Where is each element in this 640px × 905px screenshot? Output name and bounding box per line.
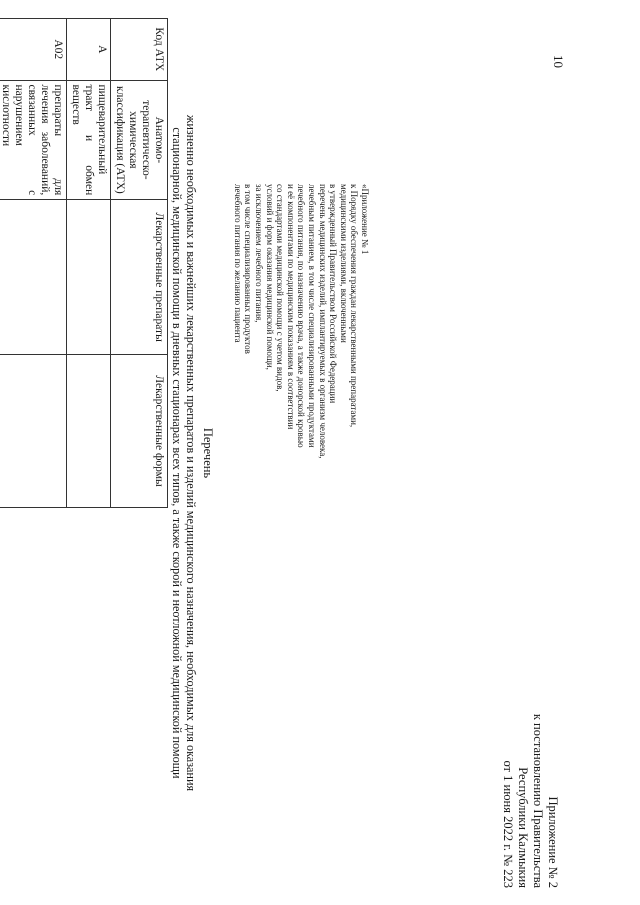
cell-code: А [67,19,111,81]
appendix-2-line: к постановлению Правительства [531,713,545,888]
cell-atc: пищеварительный тракт и обмен веществ [67,80,111,200]
header-code: Код АТХ [111,19,168,81]
list-title-line: стационарной, медицинской помощи в дневных стационарах всех типов, а также скорой и неотложной медицинской помощи [170,127,184,779]
list-title [170,18,216,888]
appendix-2-header [500,588,560,888]
page-number: 10 [551,55,566,68]
cell-drugs [67,200,111,355]
cell-forms [0,355,67,508]
table-row [0,19,67,508]
appendix-2-line: от 1 июня 2022 г. № 223 [501,760,515,888]
appendix-2-line: Республики Калмыкия [516,767,530,888]
table-header-row [111,19,168,508]
cell-drugs [0,200,67,355]
appendix-2-line: Приложение № 2 [546,796,560,888]
appendix-1-block: «Приложение № 1 к Порядку обеспечения граждан лекарственными препаратами, медицинскими изделиями, включенными в утвержденный Правительством Российской Федерации перечень медицинских изделий, имплантируемых в организм человека, лечебным питанием, в том числе специализированными продуктами лечебного питания, по назначению врача, а также донорской кровью и её компонентами по медицинским показаниям в соответствии со стандартами медицинской помощи с учетом видов, условий и форм оказания медицинской помощи, за исключением лечебного питания, в том числе специализированных продуктов лечебного питания по желанию пациента [232,184,370,459]
header-forms: Лекарственные формы [111,355,168,508]
cell-atc: препараты для лечения заболеваний, связанных с нарушением кислотности [0,80,67,200]
table-row [67,19,111,508]
medications-table [0,18,168,508]
cell-code: А02 [0,19,67,81]
header-drugs: Лекарственные препараты [111,200,168,355]
list-title-line: жизненно необходимых и важнейших лекарственных препаратов и изделий медицинского назначения, необходимых для оказания [184,114,199,792]
cell-forms [67,355,111,508]
rotated-page-content [0,18,560,888]
header-atc: Анатомо-терапевтическо-химическая классификация (АТХ) [111,80,168,200]
list-heading: Перечень [201,427,215,479]
